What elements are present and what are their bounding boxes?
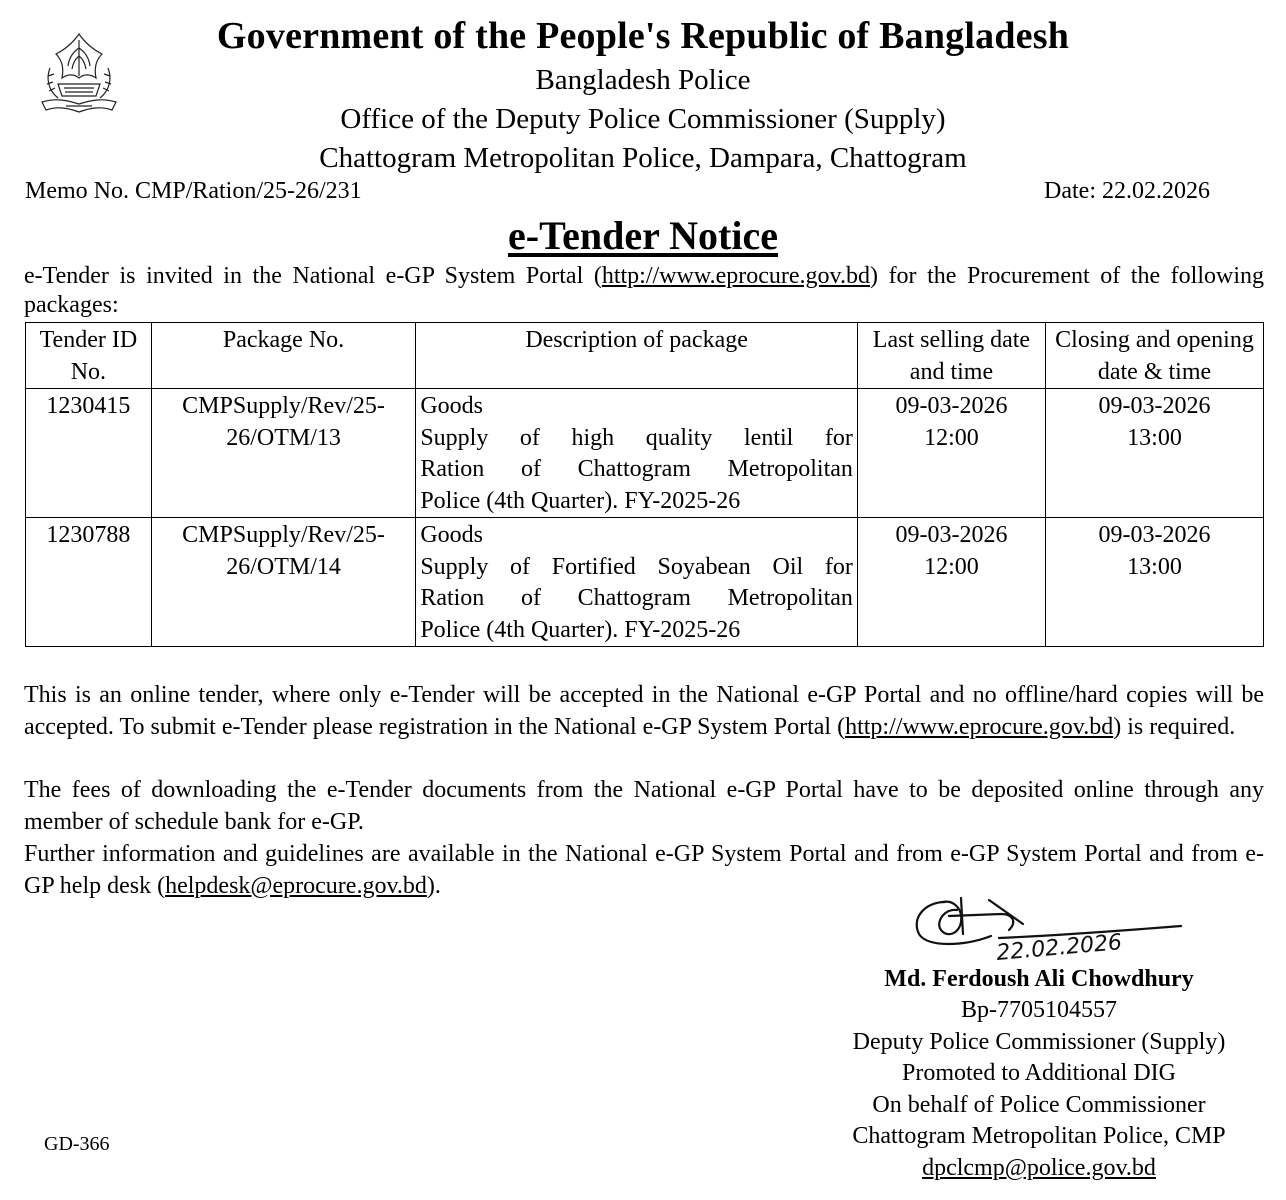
signatory-organization: Chattogram Metropolitan Police, CMP xyxy=(852,1123,1226,1149)
online-tender-paragraph xyxy=(24,680,1264,743)
description-line: Police (4th Quarter). FY-2025-26 xyxy=(420,487,741,514)
tender-id: 1230788 xyxy=(26,518,152,647)
package-description xyxy=(416,389,858,518)
closing-datetime xyxy=(1046,518,1264,647)
header-tender-id: Tender ID No. xyxy=(26,323,152,389)
package-category: Goods xyxy=(420,522,483,548)
paragraph-text: Further information and guidelines are available in the National e-GP System Portal and from e-GP System Portal and from e-GP help desk ( xyxy=(24,841,1264,899)
government-title: Government of the People's Republic of Bangladesh xyxy=(216,15,1070,57)
packages-table xyxy=(25,322,1264,647)
table-row xyxy=(26,518,1264,647)
closing-time: 13:00 xyxy=(1127,553,1182,580)
intro-text-end: ) for the Procurement of the following packages: xyxy=(24,263,1265,318)
header-last-selling: Last selling date and time xyxy=(857,323,1045,389)
last-selling-datetime xyxy=(857,518,1045,647)
notice-title: e-Tender Notice xyxy=(508,213,778,258)
description-line: Supply of Fortified Soyabean Oil for xyxy=(420,553,853,580)
last-selling-date: 09-03-2026 xyxy=(895,393,1008,419)
fees-paragraph: The fees of downloading the e-Tender documents from the National e-GP Portal have to be deposited online through any member of schedule bank for e-GP. xyxy=(24,777,1264,835)
signature-date: 22.02.2026 xyxy=(995,930,1124,966)
paragraph-text-end: ) is required. xyxy=(1113,713,1236,740)
memo-number: Memo No. CMP/Ration/25-26/231 xyxy=(25,178,362,204)
closing-date: 09-03-2026 xyxy=(1098,522,1211,548)
description-line: Police (4th Quarter). FY-2025-26 xyxy=(420,616,741,643)
signatory-designation: Deputy Police Commissioner (Supply) xyxy=(852,1029,1226,1055)
signatory-behalf: On behalf of Police Commissioner xyxy=(872,1092,1206,1118)
last-selling-time: 12:00 xyxy=(924,424,979,451)
memo-date: Date: 22.02.2026 xyxy=(1044,178,1210,204)
signatory-bp-number: Bp-7705104557 xyxy=(961,997,1117,1023)
last-selling-datetime xyxy=(857,389,1045,518)
header-package-no: Package No. xyxy=(151,323,416,389)
signatory-email-container xyxy=(805,1153,1273,1185)
last-selling-date: 09-03-2026 xyxy=(895,522,1008,548)
package-no: CMPSupply/Rev/25-26/OTM/14 xyxy=(151,518,416,647)
description-line: Ration of Chattogram Metropolitan xyxy=(420,585,853,611)
package-no: CMPSupply/Rev/25-26/OTM/13 xyxy=(151,389,416,518)
intro-paragraph xyxy=(24,262,1264,320)
intro-text: e-Tender is invited in the National e-GP System Portal ( xyxy=(24,263,602,289)
package-category: Goods xyxy=(420,393,483,419)
footer-code: GD-366 xyxy=(44,1133,110,1155)
office-location: Chattogram Metropolitan Police, Dampara, Chattogram xyxy=(319,142,967,174)
eprocure-link[interactable]: http://www.eprocure.gov.bd xyxy=(845,713,1114,740)
eprocure-link[interactable]: http://www.eprocure.gov.bd xyxy=(601,263,870,289)
header-description: Description of package xyxy=(416,323,858,389)
table-header-row xyxy=(26,323,1264,389)
signatory-promotion: Promoted to Additional DIG xyxy=(902,1060,1176,1086)
last-selling-time: 12:00 xyxy=(924,553,979,580)
signatory-email-link[interactable]: dpclcmp@police.gov.bd xyxy=(922,1155,1156,1181)
office-name: Office of the Deputy Police Commissioner (Supply) xyxy=(340,103,946,135)
description-line: Ration of Chattogram Metropolitan xyxy=(420,456,853,482)
package-description xyxy=(416,518,858,647)
description-line: Supply of high quality lentil for xyxy=(420,424,853,451)
helpdesk-email-link[interactable]: helpdesk@eprocure.gov.bd xyxy=(165,872,427,899)
table-row xyxy=(26,389,1264,518)
department-name: Bangladesh Police xyxy=(535,64,751,96)
signature-icon xyxy=(905,888,1205,968)
tender-id: 1230415 xyxy=(26,389,152,518)
header-closing: Closing and opening date & time xyxy=(1046,323,1264,389)
paragraph-text-end: ). xyxy=(426,872,441,899)
paragraph-text: This is an online tender, where only e-Tender will be accepted in the National e-GP Portal and no offline/hard copies will be accepted. To submit e-Tender please registration in the National e-GP System Portal ( xyxy=(24,682,1264,740)
closing-datetime xyxy=(1046,389,1264,518)
closing-time: 13:00 xyxy=(1127,424,1182,451)
closing-date: 09-03-2026 xyxy=(1098,393,1211,419)
signatory-name: Md. Ferdoush Ali Chowdhury xyxy=(884,966,1194,992)
